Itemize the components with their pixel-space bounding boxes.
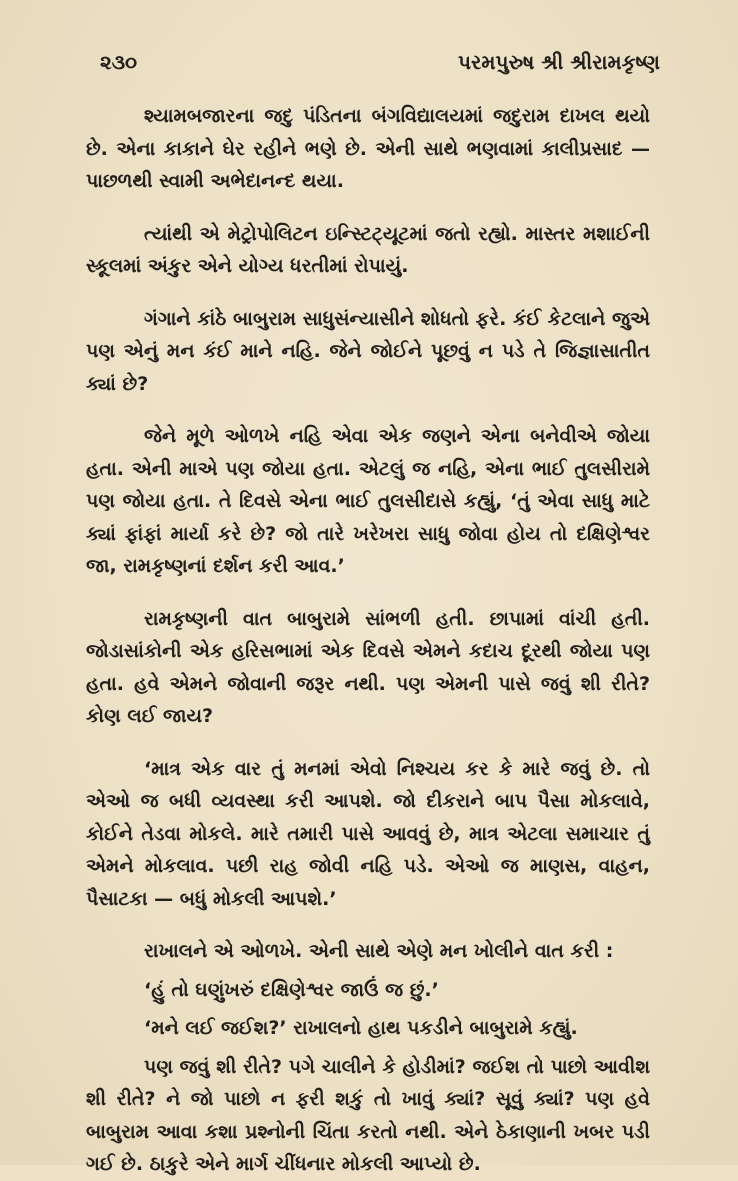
page-header — [86, 0, 660, 100]
paragraph-6: ‘માત્ર એક વાર તું મનમાં એવો નિશ્ચય કર કે મારે જવું છે. તો એઓ જ બધી વ્યવસ્થા કરી આપશે. જો દીકરાને બાપ પૈસા મોકલાવે, કોઈને તેડવા મોકલે. મારે તમારી પાસે આવવું છે, માત્ર એટલા સમાચાર તું એમને મોકલાવ. પછી રાહ જોવી નહિ પડે. એઓ જ માણસ, વાહન, પૈસાટકા — બધું મોકલી આપશે.’ — [86, 757, 650, 910]
page-body — [86, 100, 650, 1181]
page-number: ૨૩૦ — [100, 50, 138, 74]
paragraph-8: ‘હું તો ઘણુંખરું દક્ષિણેશ્વર જાઉં જ છું.’ — [144, 978, 439, 1001]
running-head: પરમપુરુષ શ્રી શ્રીરામકૃષ્ણ — [458, 50, 660, 74]
paragraph-4: જેને મૂળે ઓળખે નહિ એવા એક જણને એના બનેવીએ જોયા હતા. એની માએ પણ જોયા હતા. એટલું જ નહિ, એના ભાઈ તુલસીરામે પણ જોયા હતા. તે દિવસે એના ભાઈ તુલસીદાસે કહ્યું, ‘તું એવા સાધુ માટે ક્યાં ફાંફાં માર્યા કરે છે? જો તારે ખરેખરા સાધુ જોવા હોય તો દક્ષિણેશ્વર જા, રામકૃષ્ણનાં દર્શન કરી આવ.’ — [86, 425, 650, 577]
paragraph-7: રાખાલને એ ઓળખે. એની સાથે એણે મન ખોલીને વાત કરી : — [144, 940, 614, 962]
paragraph-2: ત્યાંથી એ મેટ્રોપોલિટન ઇન્સ્ટિટ્યૂટમાં જતો રહ્યો. માસ્તર મશાઈની સ્કૂલમાં અંકુર એને યોગ્ય ધરતીમાં રોપાયું. — [86, 222, 650, 277]
paragraph-3: ગંગાને કાંઠે બાબુરામ સાધુસંન્યાસીને શોધતો ફરે. કંઈ કેટલાને જુએ પણ એનું મન કંઈ માને નહિ. જેને જોઈને પૂછવું ન પડે તે જિજ્ઞાસાતીત ક્યાં છે? — [86, 307, 650, 395]
paragraph-1: શ્યામબજારના જદુ પંડિતના બંગવિદ્યાલયમાં જદુરામ દાખલ થયો છે. એના કાકાને ઘેર રહીને ભણે છે. એની સાથે ભણવામાં કાલીપ્રસાદ — પાછળથી સ્વામી અભેદાનન્દ થયા. — [86, 105, 650, 192]
paragraph-10: પણ જવું શી રીતે? પગે ચાલીને કે હોડીમાં? જઈશ તો પાછો આવીશ શી રીતે? ને જો પાછો ન ફરી શકું તો ખાવું ક્યાં? સૂવું ક્યાં? પણ હવે બાબુરામ આવા કશા પ્રશ્નોની ચિંતા કરતો નથી. એને ઠેકાણાની ખબર પડી ગઈ છે. ઠાકુરે એને માર્ગ ચીંધનાર મોકલી આપ્યો છે. — [86, 1055, 650, 1175]
paragraph-9: ‘મને લઈ જઈશ?’ રાખાલનો હાથ પકડીને બાબુરામે કહ્યું. — [144, 1017, 578, 1039]
paragraph-5: રામકૃષ્ણની વાત બાબુરામે સાંભળી હતી. છાપામાં વાંચી હતી. જોડાસાંકોની એક હરિસભામાં એક દિવસે એમને કદાચ દૂરથી જોયા પણ હતા. હવે એમને જોવાની જરૂર નથી. પણ એમની પાસે જવું શી રીતે? કોણ લઈ જાય? — [86, 607, 650, 727]
